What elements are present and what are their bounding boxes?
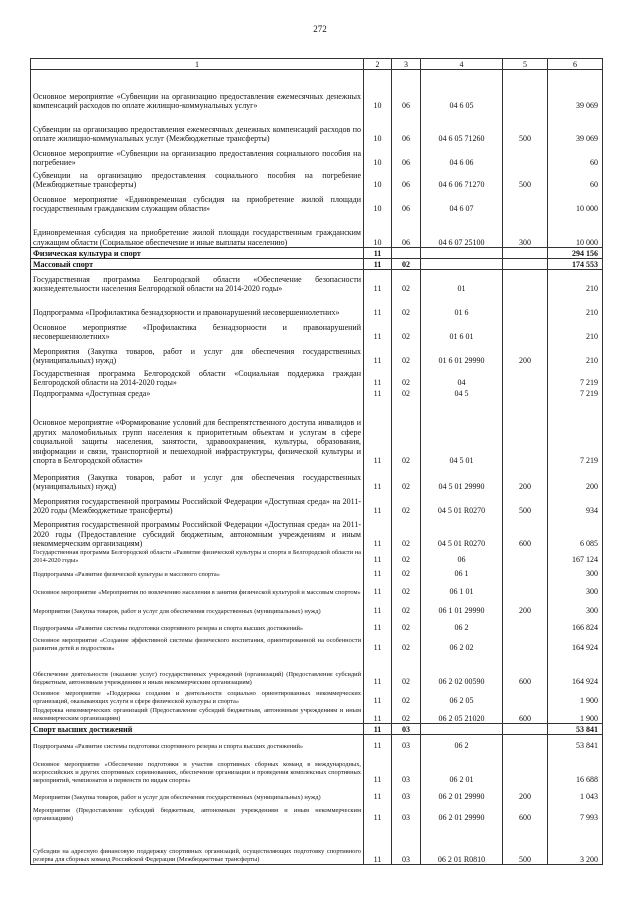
row-section-code: 11: [364, 633, 392, 653]
page-number: 272: [313, 24, 327, 34]
row-subsection-code: 02: [392, 516, 421, 549]
row-subsection-code: 06: [392, 144, 421, 168]
row-target-code: [421, 724, 503, 735]
row-description: Государственная программа Белгородской области «Обеспечение безопасности жизнедеятельности населения Белгородской области на 2014-2020 годы»: [31, 270, 364, 294]
row-expense-type: [503, 579, 548, 597]
row-target-code: 06 2 01 29990: [421, 785, 503, 802]
row-target-code: 06 1 01 29990: [421, 597, 503, 616]
row-target-code: 06 2 02 00590: [421, 653, 503, 687]
row-amount: 10 000: [548, 214, 603, 248]
section-row: [31, 248, 603, 259]
table-row: [31, 294, 603, 318]
row-subsection-code: 02: [392, 342, 421, 366]
row-description: Мероприятия (Закупка товаров, работ и услуг для обеспечения государственных (муниципальных) нужд): [31, 466, 364, 492]
row-subsection-code: 02: [392, 633, 421, 653]
table-row: [31, 466, 603, 492]
row-section-code: 11: [364, 579, 392, 597]
row-description: Физическая культура и спорт: [31, 248, 364, 259]
table-row: [31, 751, 603, 785]
row-expense-type: [503, 751, 548, 785]
row-target-code: 04 5 01 R0270: [421, 492, 503, 516]
row-section-code: 10: [364, 214, 392, 248]
row-amount: 934: [548, 492, 603, 516]
row-subsection-code: 06: [392, 190, 421, 214]
row-subsection-code: 03: [392, 751, 421, 785]
row-section-code: 11: [364, 388, 392, 399]
row-section-code: 11: [364, 516, 392, 549]
row-description: Спорт высших достижений: [31, 724, 364, 735]
row-target-code: 04 5 01 29990: [421, 466, 503, 492]
row-description: Субсидии на адресную финансовую поддержку спортивных организаций, осуществляющих подготовку спортивного резерва для сборных команд Российской Федерации (Межбюджетные трансферты): [31, 823, 364, 865]
table-row: [31, 597, 603, 616]
table-row: [31, 735, 603, 751]
row-section-code: 11: [364, 616, 392, 633]
row-expense-type: [503, 687, 548, 706]
table-row: [31, 144, 603, 168]
row-expense-type: [503, 270, 548, 294]
row-target-code: 04 6 05: [421, 70, 503, 111]
row-section-code: 11: [364, 785, 392, 802]
row-section-code: 11: [364, 248, 392, 259]
column-header: 5: [503, 59, 548, 70]
row-amount: 7 219: [548, 366, 603, 388]
row-expense-type: 200: [503, 466, 548, 492]
row-subsection-code: [392, 248, 421, 259]
table-row: [31, 366, 603, 388]
row-section-code: 11: [364, 751, 392, 785]
table-row: [31, 823, 603, 865]
row-amount: 6 085: [548, 516, 603, 549]
row-amount: 164 924: [548, 653, 603, 687]
row-expense-type: 600: [503, 802, 548, 823]
table-row: [31, 168, 603, 190]
row-amount: 1 900: [548, 706, 603, 724]
row-subsection-code: 02: [392, 399, 421, 466]
row-expense-type: [503, 735, 548, 751]
table-row: [31, 70, 603, 111]
row-target-code: 04 6 07 25100: [421, 214, 503, 248]
row-description: Единовременная субсидия на приобретение жилой площади государственным гражданским служащим области (Социальное обеспечение и иные выплаты населению): [31, 214, 364, 248]
row-target-code: [421, 259, 503, 270]
row-amount: 10 000: [548, 190, 603, 214]
row-subsection-code: 02: [392, 492, 421, 516]
row-target-code: 01 6 01: [421, 318, 503, 342]
row-subsection-code: 02: [392, 366, 421, 388]
row-expense-type: 200: [503, 785, 548, 802]
row-amount: 210: [548, 342, 603, 366]
row-expense-type: [503, 294, 548, 318]
row-section-code: 11: [364, 366, 392, 388]
row-expense-type: [503, 549, 548, 565]
row-subsection-code: 02: [392, 270, 421, 294]
row-section-code: 11: [364, 802, 392, 823]
row-target-code: [421, 248, 503, 259]
column-header: 6: [548, 59, 603, 70]
row-subsection-code: 03: [392, 802, 421, 823]
section-row: [31, 724, 603, 735]
row-expense-type: [503, 366, 548, 388]
table-row: [31, 549, 603, 565]
row-description: Основное мероприятие «Создание эффективной системы физического воспитания, ориентированной на особенности развития детей и подростков»: [31, 633, 364, 653]
table-row: [31, 633, 603, 653]
row-section-code: 11: [364, 565, 392, 579]
row-amount: 300: [548, 597, 603, 616]
row-subsection-code: 02: [392, 318, 421, 342]
row-section-code: 11: [364, 270, 392, 294]
row-target-code: 04 5 01 R0270: [421, 516, 503, 549]
row-section-code: 10: [364, 190, 392, 214]
row-section-code: 11: [364, 294, 392, 318]
row-section-code: 10: [364, 70, 392, 111]
table-row: [31, 270, 603, 294]
table-row: [31, 342, 603, 366]
table-row: [31, 802, 603, 823]
row-subsection-code: 02: [392, 565, 421, 579]
row-target-code: 04 6 06: [421, 144, 503, 168]
row-subsection-code: 02: [392, 549, 421, 565]
row-description: Субвенции на организацию предоставления социального пособия на погребение (Межбюджетные трансферты): [31, 168, 364, 190]
row-section-code: 11: [364, 342, 392, 366]
row-target-code: 04 6 05 71260: [421, 111, 503, 144]
row-target-code: 01: [421, 270, 503, 294]
row-amount: 210: [548, 294, 603, 318]
row-target-code: 06 2 05 21020: [421, 706, 503, 724]
row-amount: 210: [548, 270, 603, 294]
row-description: Основное мероприятие «Поддержка создания и деятельности социально ориентированных некоммерческих организаций, оказывающих услуги в сфере физической культуры и спорта»: [31, 687, 364, 706]
row-target-code: 01 6: [421, 294, 503, 318]
row-target-code: 01 6 01 29990: [421, 342, 503, 366]
budget-table: [30, 58, 602, 865]
row-section-code: 10: [364, 168, 392, 190]
row-expense-type: [503, 144, 548, 168]
row-expense-type: 600: [503, 653, 548, 687]
row-description: Основное мероприятие «Субвенции на организацию предоставления ежемесячных денежных компенсаций расходов по оплате жилищно-коммунальных услуг»: [31, 70, 364, 111]
row-target-code: 06 2: [421, 735, 503, 751]
row-subsection-code: 06: [392, 111, 421, 144]
row-target-code: 06 2 01 R0810: [421, 823, 503, 865]
row-target-code: 06: [421, 549, 503, 565]
row-subsection-code: 03: [392, 785, 421, 802]
row-amount: 60: [548, 144, 603, 168]
row-amount: 300: [548, 565, 603, 579]
column-header: 3: [392, 59, 421, 70]
row-subsection-code: 02: [392, 616, 421, 633]
row-target-code: 04 6 07: [421, 190, 503, 214]
table-row: [31, 214, 603, 248]
row-target-code: 06 2 01 29990: [421, 802, 503, 823]
row-expense-type: 500: [503, 823, 548, 865]
table-header-row: [31, 59, 603, 70]
row-description: Мероприятия государственной программы Российской Федерации «Доступная среда» на 2011-2020 годы (Межбюджетные трансферты): [31, 492, 364, 516]
row-target-code: 04 5 01: [421, 399, 503, 466]
row-subsection-code: 02: [392, 653, 421, 687]
row-subsection-code: 02: [392, 466, 421, 492]
row-expense-type: 500: [503, 111, 548, 144]
row-expense-type: 500: [503, 168, 548, 190]
table-row: [31, 579, 603, 597]
row-section-code: 11: [364, 724, 392, 735]
row-expense-type: 600: [503, 516, 548, 549]
row-expense-type: 200: [503, 342, 548, 366]
row-subsection-code: 03: [392, 823, 421, 865]
row-amount: 166 824: [548, 616, 603, 633]
row-amount: 16 688: [548, 751, 603, 785]
row-subsection-code: 02: [392, 259, 421, 270]
row-subsection-code: 02: [392, 294, 421, 318]
row-description: Подпрограмма «Развитие физической культуры и массового спорта»: [31, 565, 364, 579]
row-description: Субвенции на организацию предоставления ежемесячных денежных компенсаций расходов по оплате жилищно-коммунальных услуг (Межбюджетные трансферты): [31, 111, 364, 144]
row-description: Мероприятия (Закупка товаров, работ и услуг для обеспечения государственных (муниципальных) нужд): [31, 597, 364, 616]
row-expense-type: 200: [503, 597, 548, 616]
row-section-code: 11: [364, 549, 392, 565]
row-description: Мероприятия государственной программы Российской Федерации «Доступная среда» на 2011-2020 годы (Предоставление субсидий бюджетным, автономным учреждениям и иным некоммерческим организациям): [31, 516, 364, 549]
row-amount: 164 924: [548, 633, 603, 653]
row-section-code: 10: [364, 111, 392, 144]
table-row: [31, 616, 603, 633]
row-section-code: 11: [364, 318, 392, 342]
row-subsection-code: 02: [392, 579, 421, 597]
row-section-code: 11: [364, 399, 392, 466]
row-amount: 53 841: [548, 724, 603, 735]
row-expense-type: [503, 399, 548, 466]
row-expense-type: 300: [503, 214, 548, 248]
row-description: Массовый спорт: [31, 259, 364, 270]
row-target-code: 04: [421, 366, 503, 388]
row-expense-type: 600: [503, 706, 548, 724]
row-expense-type: [503, 318, 548, 342]
table-row: [31, 653, 603, 687]
row-section-code: 10: [364, 144, 392, 168]
row-description: Основное мероприятие «Мероприятия по вовлечению населения в занятия физической культурой и массовым спортом»: [31, 579, 364, 597]
table-row: [31, 565, 603, 579]
row-expense-type: [503, 565, 548, 579]
row-expense-type: [503, 70, 548, 111]
section-row: [31, 259, 603, 270]
row-expense-type: [503, 248, 548, 259]
row-description: Мероприятия (Закупка товаров, работ и услуг для обеспечения государственных (муниципальных) нужд): [31, 342, 364, 366]
row-amount: 174 553: [548, 259, 603, 270]
row-target-code: 04 5: [421, 388, 503, 399]
row-description: Основное мероприятие «Профилактика безнадзорности и правонарушений несовершеннолетних»: [31, 318, 364, 342]
row-subsection-code: 06: [392, 214, 421, 248]
column-header: 2: [364, 59, 392, 70]
row-subsection-code: 02: [392, 706, 421, 724]
row-description: Основное мероприятие «Формирование условий для беспрепятственного доступа инвалидов и других маломобильных групп населения к приоритетным объектам и услугам в сфере социальной защиты населения, занятости, здравоохранения, культуры, образования, информации и связи, транспортной и пешеходной инфраструктуры, физической культуры и спорта в Белгородской области»: [31, 399, 364, 466]
row-expense-type: [503, 259, 548, 270]
row-amount: 200: [548, 466, 603, 492]
table-row: [31, 516, 603, 549]
row-subsection-code: 02: [392, 597, 421, 616]
table-row: [31, 388, 603, 399]
row-amount: 60: [548, 168, 603, 190]
row-target-code: 06 2 02: [421, 633, 503, 653]
row-amount: 1 900: [548, 687, 603, 706]
row-subsection-code: 03: [392, 724, 421, 735]
row-target-code: 06 1 01: [421, 579, 503, 597]
row-target-code: 04 6 06 71270: [421, 168, 503, 190]
table-row: [31, 318, 603, 342]
column-header: 4: [421, 59, 503, 70]
table-row: [31, 111, 603, 144]
row-target-code: 06 1: [421, 565, 503, 579]
table-row: [31, 399, 603, 466]
row-expense-type: 500: [503, 492, 548, 516]
row-amount: 1 043: [548, 785, 603, 802]
row-description: Поддержка некоммерческих организаций (Предоставление субсидий бюджетным, автономным учреждениям и иным некоммерческим организациям): [31, 706, 364, 724]
row-subsection-code: 06: [392, 70, 421, 111]
row-subsection-code: 02: [392, 687, 421, 706]
row-section-code: 11: [364, 687, 392, 706]
row-section-code: 11: [364, 706, 392, 724]
row-description: Государственная программа Белгородской области «Развитие физической культуры и спорта в Белгородской области на 2014-2020 годы»: [31, 549, 364, 565]
row-target-code: 06 2 05: [421, 687, 503, 706]
table-row: [31, 785, 603, 802]
row-expense-type: [503, 388, 548, 399]
row-description: Подпрограмма «Профилактика безнадзорности и правонарушений несовершеннолетних»: [31, 294, 364, 318]
row-subsection-code: 03: [392, 735, 421, 751]
row-description: Основное мероприятие «Субвенции на организацию предоставления социального пособия на погребение»: [31, 144, 364, 168]
row-expense-type: [503, 724, 548, 735]
row-section-code: 11: [364, 597, 392, 616]
table-row: [31, 706, 603, 724]
row-expense-type: [503, 190, 548, 214]
table-row: [31, 687, 603, 706]
row-description: Подпрограмма «Развитие системы подготовки спортивного резерва и спорта высших достижений»: [31, 735, 364, 751]
row-description: Подпрограмма «Доступная среда»: [31, 388, 364, 399]
row-amount: 300: [548, 579, 603, 597]
row-amount: 294 156: [548, 248, 603, 259]
row-description: Государственная программа Белгородской области «Социальная поддержка граждан Белгородской области на 2014-2020 годы»: [31, 366, 364, 388]
row-amount: 3 200: [548, 823, 603, 865]
column-header: 1: [31, 59, 364, 70]
row-description: Мероприятия (Закупка товаров, работ и услуг для обеспечения государственных (муниципальных) нужд): [31, 785, 364, 802]
table-row: [31, 190, 603, 214]
row-amount: 167 124: [548, 549, 603, 565]
row-section-code: 11: [364, 466, 392, 492]
row-description: Мероприятия (Предоставление субсидий бюджетным, автономным учреждениям и иным некоммерческим организациям): [31, 802, 364, 823]
row-amount: 7 219: [548, 388, 603, 399]
row-target-code: 06 2 01: [421, 751, 503, 785]
table-row: [31, 492, 603, 516]
row-amount: 53 841: [548, 735, 603, 751]
row-amount: 39 069: [548, 111, 603, 144]
row-section-code: 11: [364, 735, 392, 751]
row-description: Основное мероприятие «Обеспечение подготовки и участия спортивных сборных команд в международных, всероссийских и других спортивных соревнованиях, обеспечение организации и проведения комплексных спортивных мероприятий, чемпионатов и первенств по видам спорта»: [31, 751, 364, 785]
row-target-code: 06 2: [421, 616, 503, 633]
row-expense-type: [503, 633, 548, 653]
row-section-code: 11: [364, 259, 392, 270]
row-description: Основное мероприятие «Единовременная субсидия на приобретение жилой площади государственным гражданским служащим области»: [31, 190, 364, 214]
row-section-code: 11: [364, 492, 392, 516]
row-amount: 7 993: [548, 802, 603, 823]
row-amount: 210: [548, 318, 603, 342]
row-section-code: 11: [364, 653, 392, 687]
row-amount: 39 069: [548, 70, 603, 111]
row-amount: 7 219: [548, 399, 603, 466]
row-description: Обеспечение деятельности (оказание услуг) государственных учреждений (организаций) (Предоставление субсидий бюджетным, автономным учреждениям и иным некоммерческим организациям): [31, 653, 364, 687]
row-section-code: 11: [364, 823, 392, 865]
row-subsection-code: 02: [392, 388, 421, 399]
row-subsection-code: 06: [392, 168, 421, 190]
row-expense-type: [503, 616, 548, 633]
row-description: Подпрограмма «Развитие системы подготовки спортивного резерва и спорта высших достижений»: [31, 616, 364, 633]
